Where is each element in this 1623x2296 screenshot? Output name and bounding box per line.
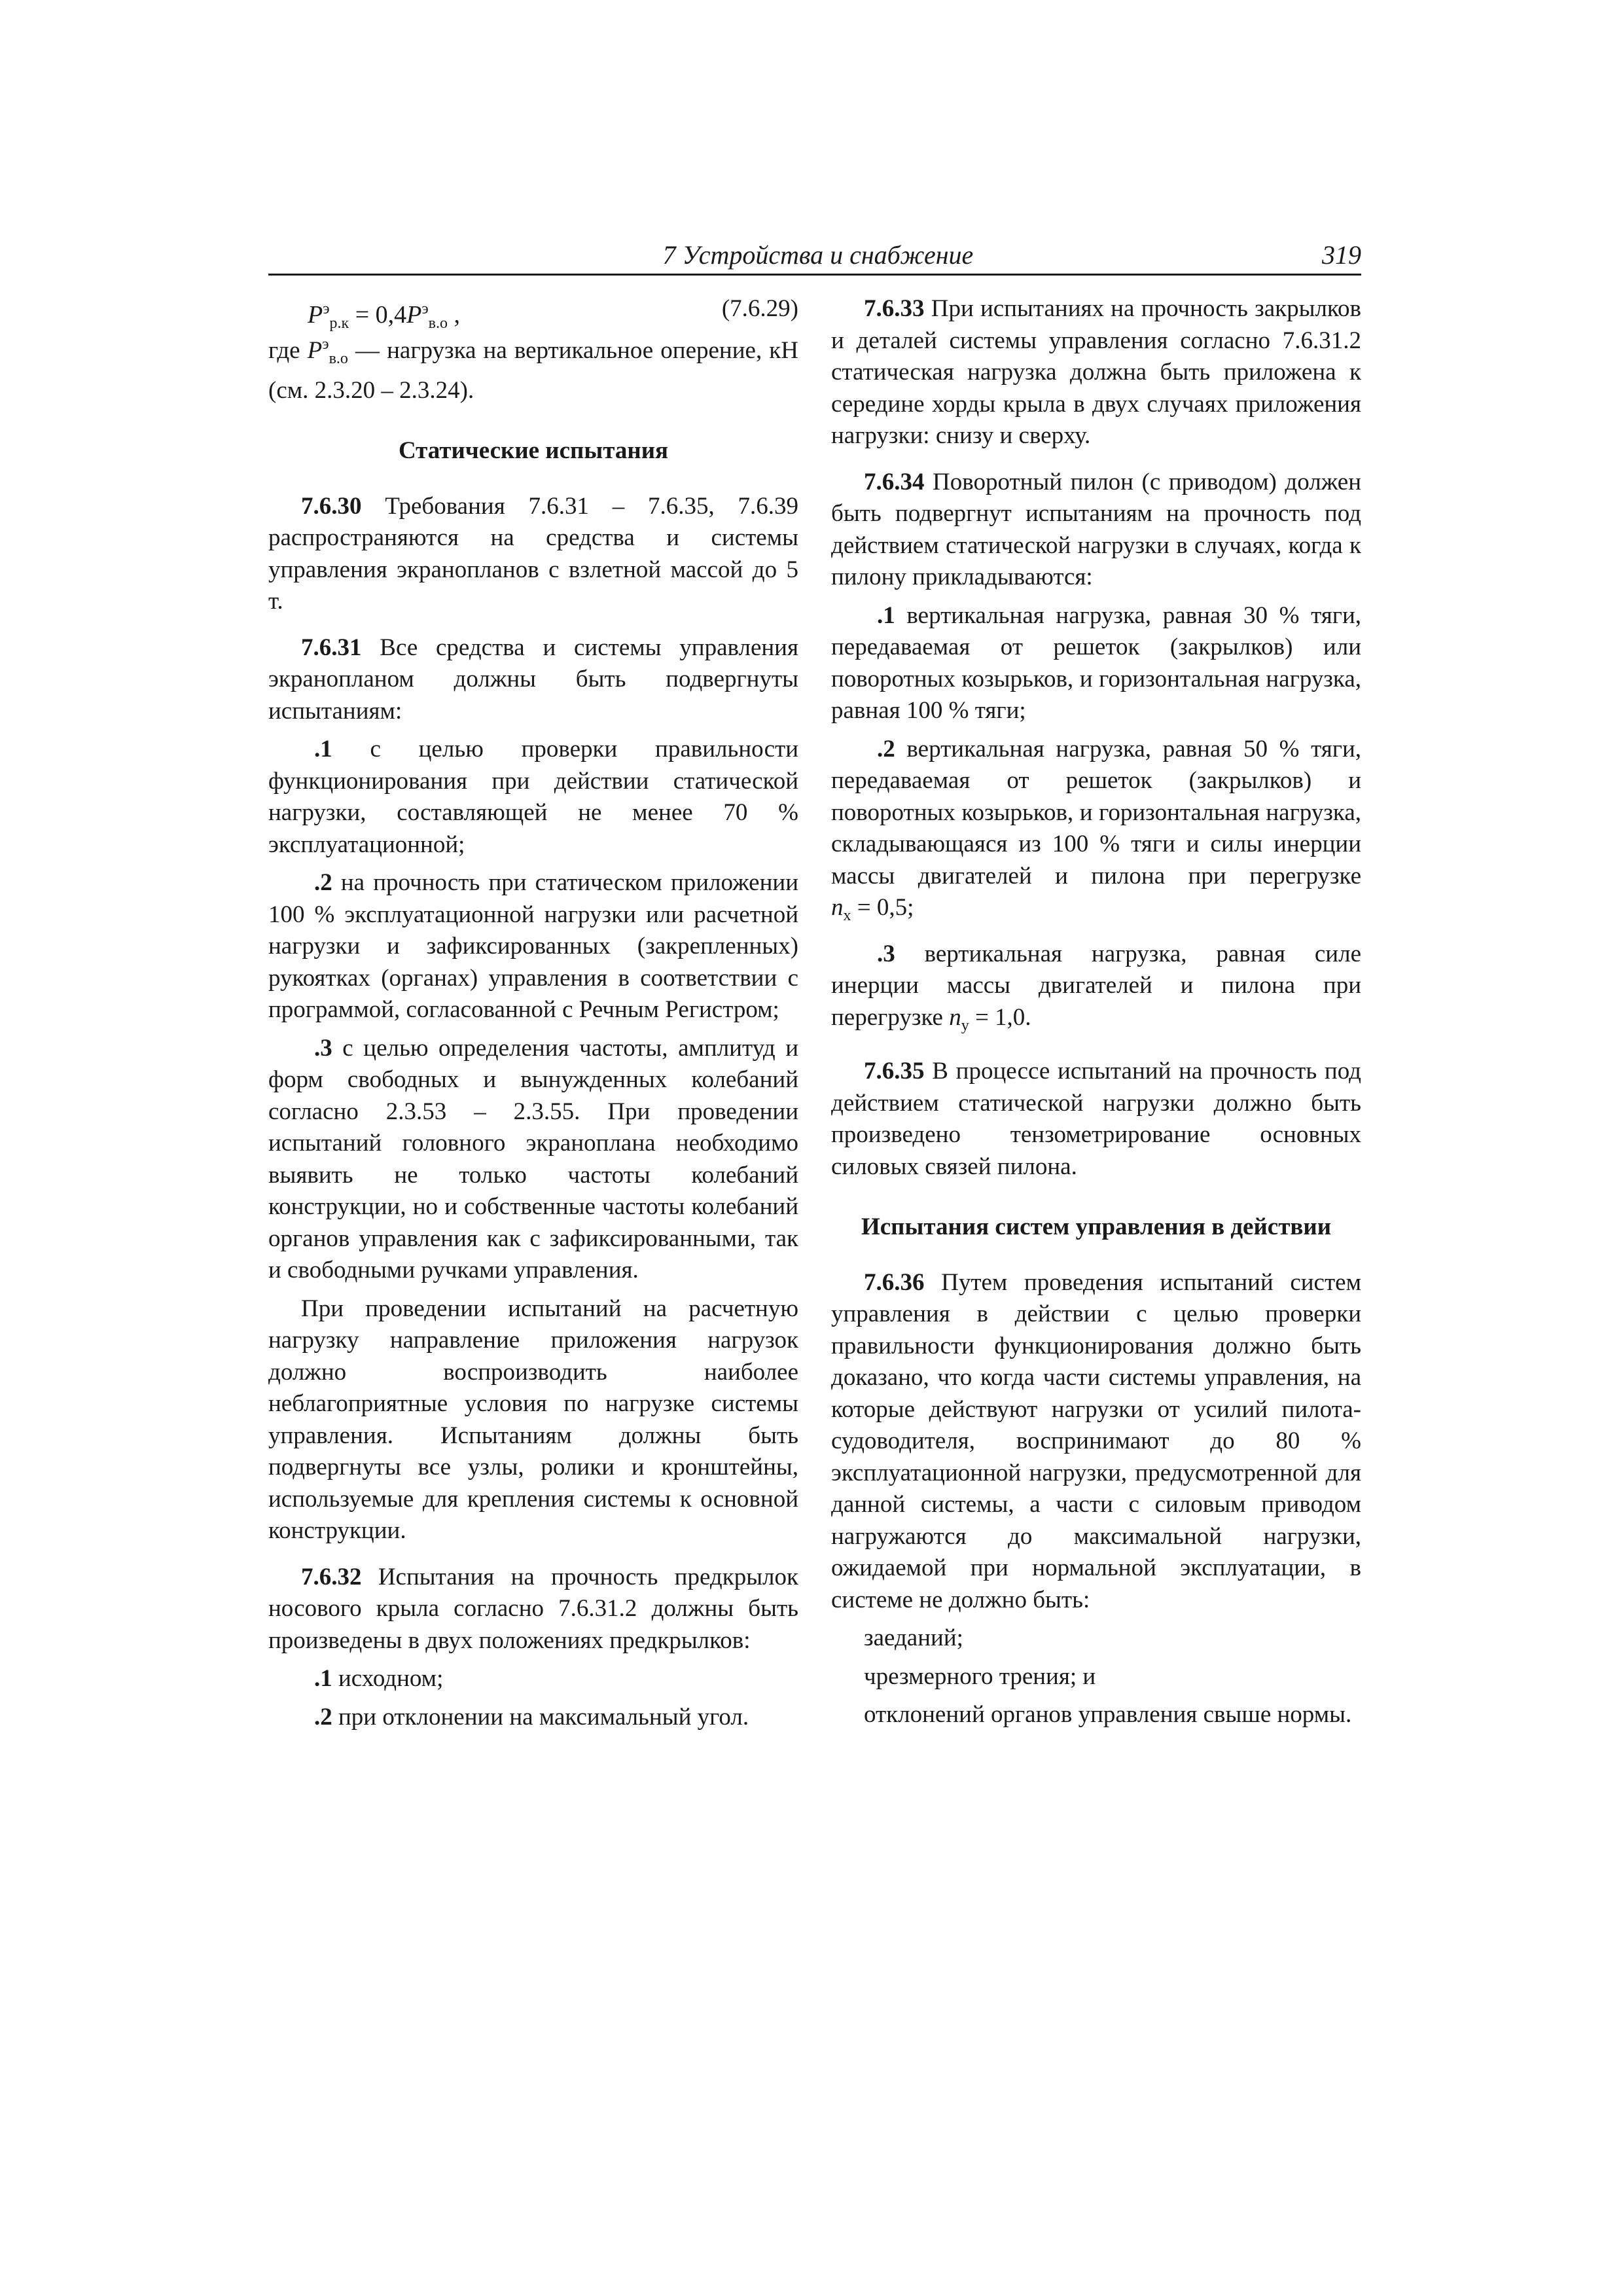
formula-where-clause: где $P^э_{в.о}$ — нагрузка на вертикальное оперение, кН (см. 2.3.20 – 2.3.24). [268, 336, 798, 404]
list-entry-friction: чрезмерного трения; и [864, 1662, 1096, 1690]
paragraph-calculated-load: При проведении испытаний на расчетную нагрузку направление приложения нагрузок должно воспроизводить наиболее неблагоприятные условия по нагрузке системы управления. Испытаниям должны быть подвергнуты все узлы, ролики и кронштейны, используемые для крепления системы к основной конструкции. [268, 1295, 798, 1544]
list-item-7-6-34-3: .3 вертикальная нагрузка, равная силе инерции массы двигателей и пилона при перегрузке $n_y = 1,0$. [831, 940, 1361, 1034]
list-item-7-6-31-1: .1 с целью проверки правильности функционирования при действии статической нагрузки, составляющей не менее 70 % эксплуатационной; [268, 736, 798, 858]
list-item-7-6-34-1: .1 вертикальная нагрузка, равная 30 % тяги, передаваемая от решеток (закрылков) или поворотных козырьков, и горизонтальная нагрузка, равная 100 % тяги; [831, 601, 1361, 724]
paragraph-7-6-35: 7.6.35 В процессе испытаний на прочность под действием статической нагрузки должно быть произведено тензометрирование основных силовых связей пилона. [831, 1058, 1361, 1180]
running-title: 7 Устройства и снабжение [662, 240, 974, 270]
list-entry-jamming: заеданий; [864, 1624, 963, 1651]
paragraph-7-6-36: 7.6.36 Путем проведения испытаний систем управления в действии с целью проверки правильности функционирования должно быть доказано, что когда части системы управления, на которые действуют нагрузки от усилий пилота-судоводителя, воспринимают до 80 % эксплуатационной нагрузки, предусмотренной для данной системы, а части с силовым приводом нагружаются до максимальной нагрузки, ожидаемой при нормальной эксплуатации, в системе не должно быть: [831, 1268, 1361, 1613]
page-number: 319 [1322, 240, 1361, 270]
paragraph-7-6-33: 7.6.33 При испытаниях на прочность закрылков и деталей системы управления согласно 7.6.31.2 статическая нагрузка должна быть приложена к середине хорды крыла в двух случаях приложения нагрузки: снизу и сверху. [831, 295, 1361, 449]
paragraph-7-6-30: 7.6.30 Требования 7.6.31 – 7.6.35, 7.6.39 распространяются на средства и системы управления экранопланов с взлетной массой до 5 т. [268, 492, 798, 615]
paragraph-7-6-34: 7.6.34 Поворотный пилон (с приводом) должен быть подвергнут испытаниям на прочность под действием статической нагрузки в случаях, когда к пилону прикладываются: [831, 468, 1361, 590]
list-item-7-6-31-3: .3 с целью определения частоты, амплитуд и форм свободных и вынужденных колебаний согласно 2.3.53 – 2.3.55. При проведении испытаний головного экраноплана необходимо выявить не только частоты колебаний конструкции, но и собственные частоты колебаний органов управления как с зафиксированными, так и свободными ручками управления. [268, 1034, 798, 1283]
formula-number: (7.6.29) [721, 295, 798, 322]
formula-expression: $P^э_{р.к} = 0,4P^э_{в.о}$ , [308, 300, 461, 332]
list-item-7-6-34-2: .2 вертикальная нагрузка, равная 50 % тяги, передаваемая от решеток (закрылков) и поворотных козырьков, и горизонтальная нагрузка, складывающаяся из 100 % тяги и силы инерции массы двигателей и пилона при перегрузке $n_x = 0,5$; [831, 735, 1361, 924]
list-entry-deviation: отклонений органов управления свыше нормы. [864, 1701, 1352, 1728]
list-item-7-6-32-2: .2 при отклонении на максимальный угол. [314, 1703, 749, 1731]
right-column [831, 293, 1361, 1731]
list-item-7-6-32-1: .1 исходном; [314, 1665, 444, 1692]
list-item-7-6-31-2: .2 на прочность при статическом приложении 100 % эксплуатационной нагрузки или расчетной нагрузки и зафиксированных (закрепленных) рукоятках (органах) управления в соответствии с программой, согласованной с Речным Регистром; [268, 869, 798, 1023]
formula-7-6-29 [268, 293, 798, 332]
page-header [268, 240, 1361, 276]
paragraph-7-6-31: 7.6.31 Все средства и системы управления экранопланом должны быть подвергнуты испытаниям: [268, 634, 798, 725]
left-column [268, 293, 798, 1733]
paragraph-7-6-32: 7.6.32 Испытания на прочность предкрылок носового крыла согласно 7.6.31.2 должны быть произведены в двух положениях предкрылков: [268, 1563, 798, 1654]
section-heading-action-tests: Испытания систем управления в действии [861, 1213, 1332, 1240]
section-heading-static-tests: Статические испытания [398, 437, 669, 464]
